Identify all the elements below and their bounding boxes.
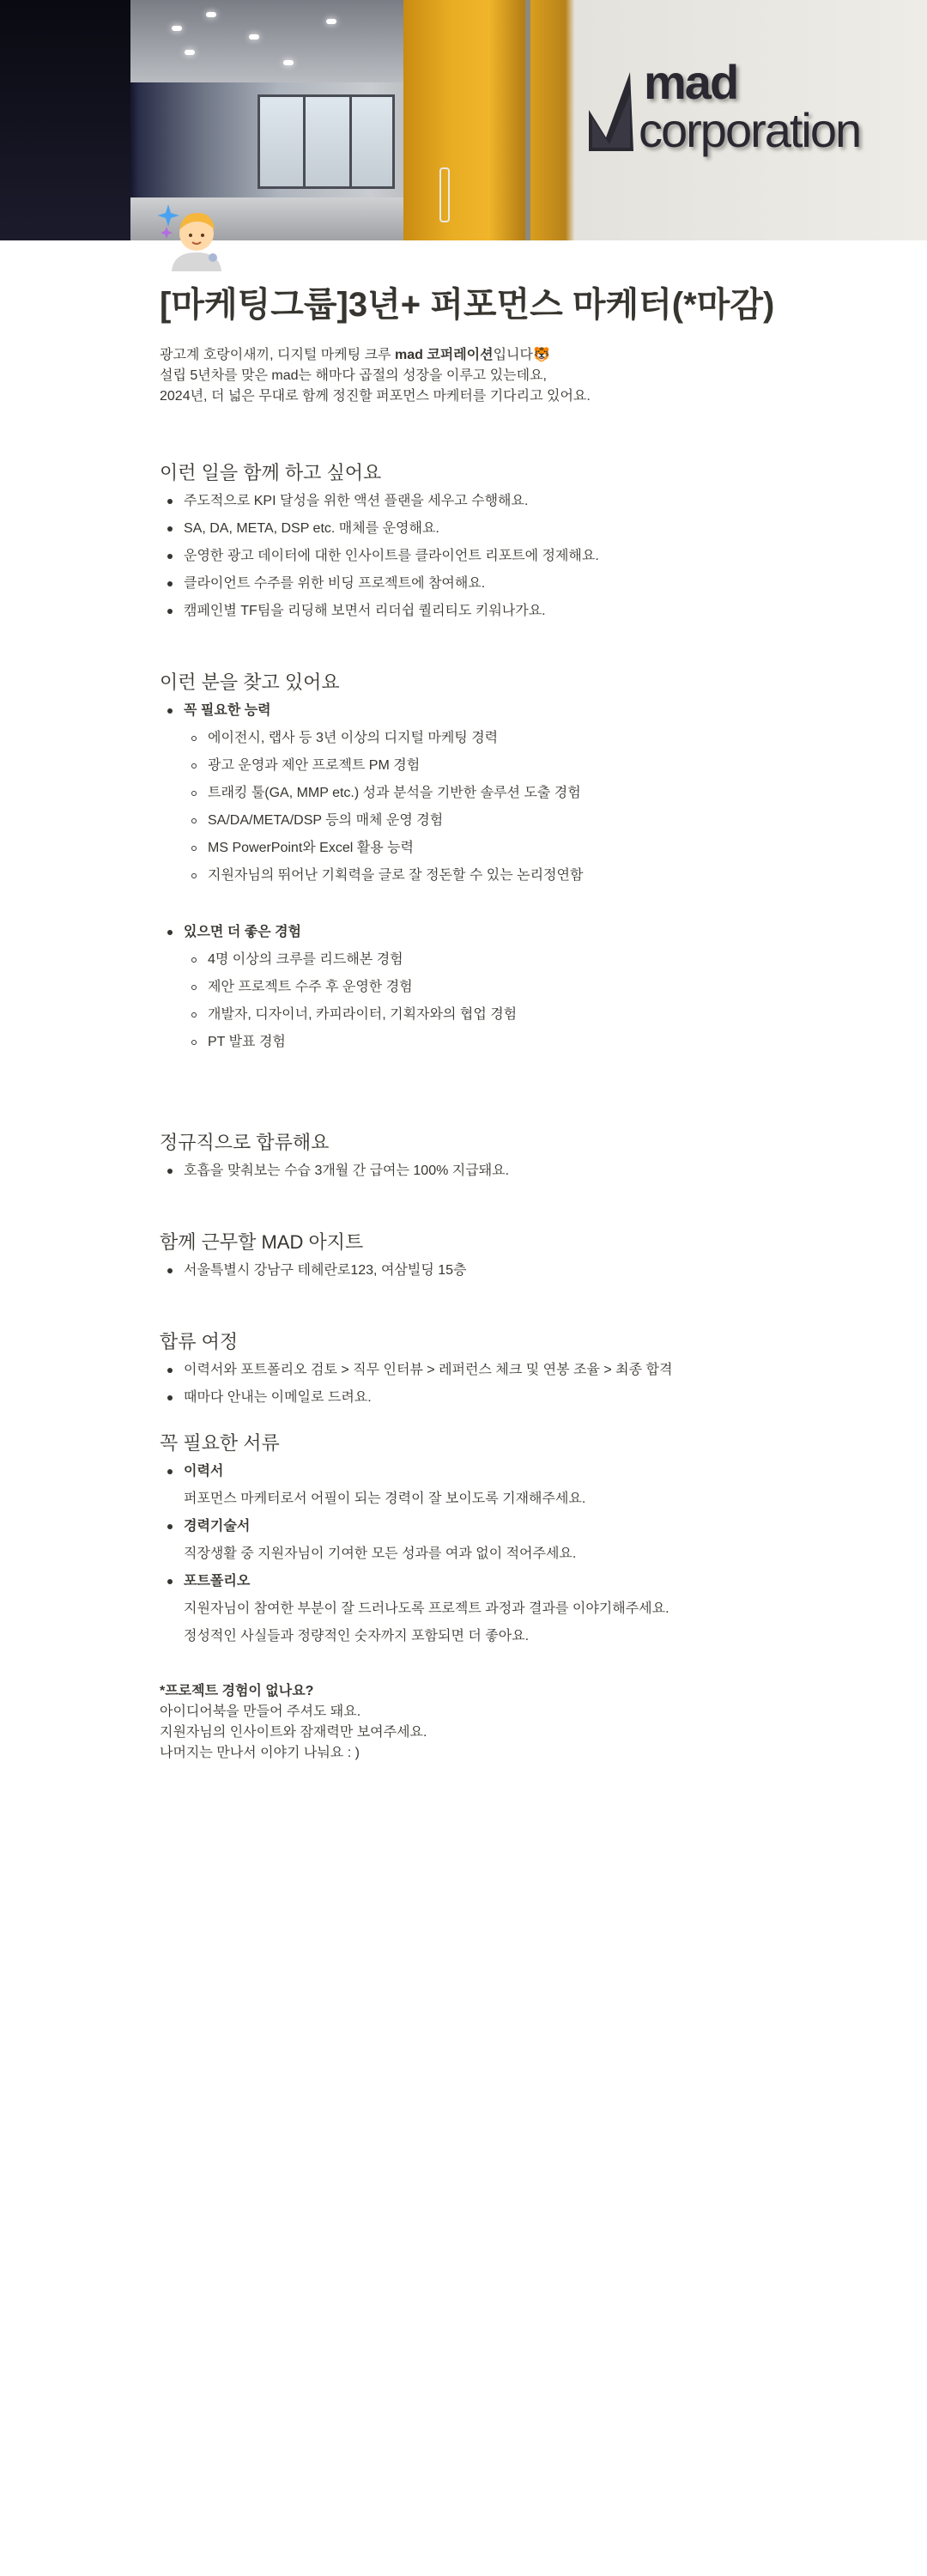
list-item (160, 697, 778, 890)
ceiling-lamp (249, 34, 259, 39)
required-label: 꼭 필요한 능력 (184, 703, 271, 718)
document-desc: 퍼포먼스 마케터로서 어필이 되는 경력이 잘 보이도록 기재해주세요. (184, 1492, 586, 1506)
preferred-sublist (160, 946, 778, 1056)
ceiling-lamp (206, 12, 216, 17)
ceiling-lamp (172, 26, 182, 31)
process-heading: 합류 여정 (160, 1331, 239, 1352)
intro-line-2: 설립 5년차를 맞은 mad는 해마다 곱절의 성장을 이루고 있는데요, (160, 368, 547, 383)
notes-line: 지원자님의 인사이트와 잠재력만 보여주세요. (160, 1725, 427, 1740)
work-list (160, 488, 778, 625)
preferred-list (160, 919, 778, 1056)
list-item: SA, DA, META, DSP etc. 매체를 운영해요. (160, 515, 778, 543)
cover-dark-wall (0, 0, 130, 240)
sub-list-item: 트래킹 툴(GA, MMP etc.) 성과 분석을 기반한 솔루션 도출 경험 (184, 780, 778, 807)
list-item: 운영한 광고 데이터에 대한 인사이트를 클라이언트 리포트에 정제해요. (160, 543, 778, 570)
office-heading: 함께 근무할 MAD 아지트 (160, 1231, 364, 1253)
logo-text-corporation: corporation (639, 103, 861, 157)
company-name: mad 코퍼레이션 (394, 348, 494, 362)
ceiling-lamp (326, 19, 336, 24)
document-desc: 정성적인 사실들과 정량적인 숫자까지 포함되면 더 좋아요. (184, 1629, 530, 1643)
documents-list (160, 1568, 778, 1595)
list-item: 때마다 안내는 이메일로 드려요. (160, 1384, 778, 1412)
page-emoji-icon[interactable] (158, 203, 227, 271)
sub-list-item: MS PowerPoint와 Excel 활용 능력 (184, 835, 778, 862)
list-item (160, 1568, 778, 1595)
required-sublist (160, 725, 778, 890)
fulltime-section (160, 1130, 778, 1185)
list-item: 서울특별시 강남구 테헤란로123, 여삼빌딩 15층 (160, 1257, 778, 1285)
documents-list (160, 1513, 778, 1540)
documents-heading: 꼭 필요한 서류 (160, 1432, 280, 1454)
sub-list-item: 4명 이상의 크루를 리드해본 경험 (184, 946, 778, 974)
process-list (160, 1357, 778, 1412)
cover-glass-edge (525, 0, 530, 240)
fulltime-list (160, 1157, 778, 1185)
page-title: [마케팅그룹]3년+ 퍼포먼스 마케터(*마감) (160, 286, 775, 324)
required-list (160, 697, 778, 890)
office-list (160, 1257, 778, 1285)
work-heading: 이런 일을 함께 하고 싶어요 (160, 462, 382, 483)
list-item: 클라이언트 수주를 위한 비딩 프로젝트에 참여해요. (160, 570, 778, 598)
intro-text: 입니다🐯 (493, 348, 550, 362)
process-section (160, 1329, 778, 1412)
fulltime-heading: 정규직으로 합류해요 (160, 1132, 330, 1153)
documents-section (160, 1431, 778, 1650)
document-label: 경력기술서 (184, 1519, 251, 1534)
ceiling-lamp (283, 60, 294, 65)
list-item: 호흡을 맞춰보는 수습 3개월 간 급여는 100% 지급돼요. (160, 1157, 778, 1185)
sub-list-item: 개발자, 디자이너, 카피라이터, 기획자와의 협업 경험 (184, 1001, 778, 1029)
cover-image (0, 0, 927, 240)
page-content (160, 283, 778, 1764)
door-handle (439, 167, 450, 222)
notes-section (160, 1681, 778, 1764)
intro-line-1 (160, 345, 778, 366)
intro-section (160, 345, 778, 407)
logo-text-mad: mad (644, 55, 738, 109)
logo-mark-icon (587, 69, 635, 155)
list-item: 이력서와 포트폴리오 검토 > 직무 인터뷰 > 레퍼런스 체크 및 연봉 조율 > 최종 합격 (160, 1357, 778, 1384)
preferred-label: 있으면 더 좋은 경험 (184, 925, 301, 939)
sub-list-item: 에이전시, 랩사 등 3년 이상의 디지털 마케팅 경력 (184, 725, 778, 752)
intro-text: 광고계 호랑이새끼, 디지털 마케팅 크루 (160, 348, 395, 362)
list-item: 주도적으로 KPI 달성을 위한 액션 플랜을 세우고 수행해요. (160, 488, 778, 515)
cover-windows (258, 94, 395, 189)
list-item (160, 1513, 778, 1540)
company-logo (587, 55, 861, 165)
sub-list-item: 지원자님의 뛰어난 기획력을 글로 잘 정돈할 수 있는 논리정연함 (184, 862, 778, 890)
looking-heading: 이런 분을 찾고 있어요 (160, 671, 340, 693)
notes-title: *프로젝트 경험이 없나요? (160, 1684, 314, 1698)
sub-list-item: SA/DA/META/DSP 등의 매체 운영 경험 (184, 807, 778, 835)
looking-section (160, 670, 778, 1056)
notes-line: 아이디어북을 만들어 주셔도 돼요. (160, 1704, 361, 1719)
document-desc: 직장생활 중 지원자님이 기여한 모든 성과를 여과 없이 적어주세요. (184, 1546, 577, 1561)
office-section (160, 1230, 778, 1285)
sub-list-item: PT 발표 경험 (184, 1029, 778, 1056)
ceiling-lamp (185, 50, 195, 55)
sparkle-person-icon (158, 203, 227, 271)
list-item (160, 1458, 778, 1485)
intro-line-3: 2024년, 더 넓은 무대로 함께 정진할 퍼포먼스 마케터를 기다리고 있어요. (160, 389, 591, 404)
document-desc: 지원자님이 참여한 부분이 잘 드러나도록 프로젝트 과정과 결과를 이야기해주세요. (184, 1601, 670, 1616)
sub-list-item: 제안 프로젝트 수주 후 운영한 경험 (184, 974, 778, 1001)
document-label: 포트폴리오 (184, 1574, 251, 1589)
cover-orange-door (403, 0, 525, 240)
document-label: 이력서 (184, 1464, 224, 1479)
documents-list (160, 1458, 778, 1485)
notes-line: 나머지는 만나서 이야기 나눠요 : ) (160, 1746, 360, 1760)
sub-list-item: 광고 운영과 제안 프로젝트 PM 경험 (184, 752, 778, 780)
list-item: 캠페인별 TF팀을 리딩해 보면서 리더쉽 퀄리티도 키워나가요. (160, 598, 778, 625)
work-section (160, 460, 778, 625)
list-item (160, 919, 778, 1056)
